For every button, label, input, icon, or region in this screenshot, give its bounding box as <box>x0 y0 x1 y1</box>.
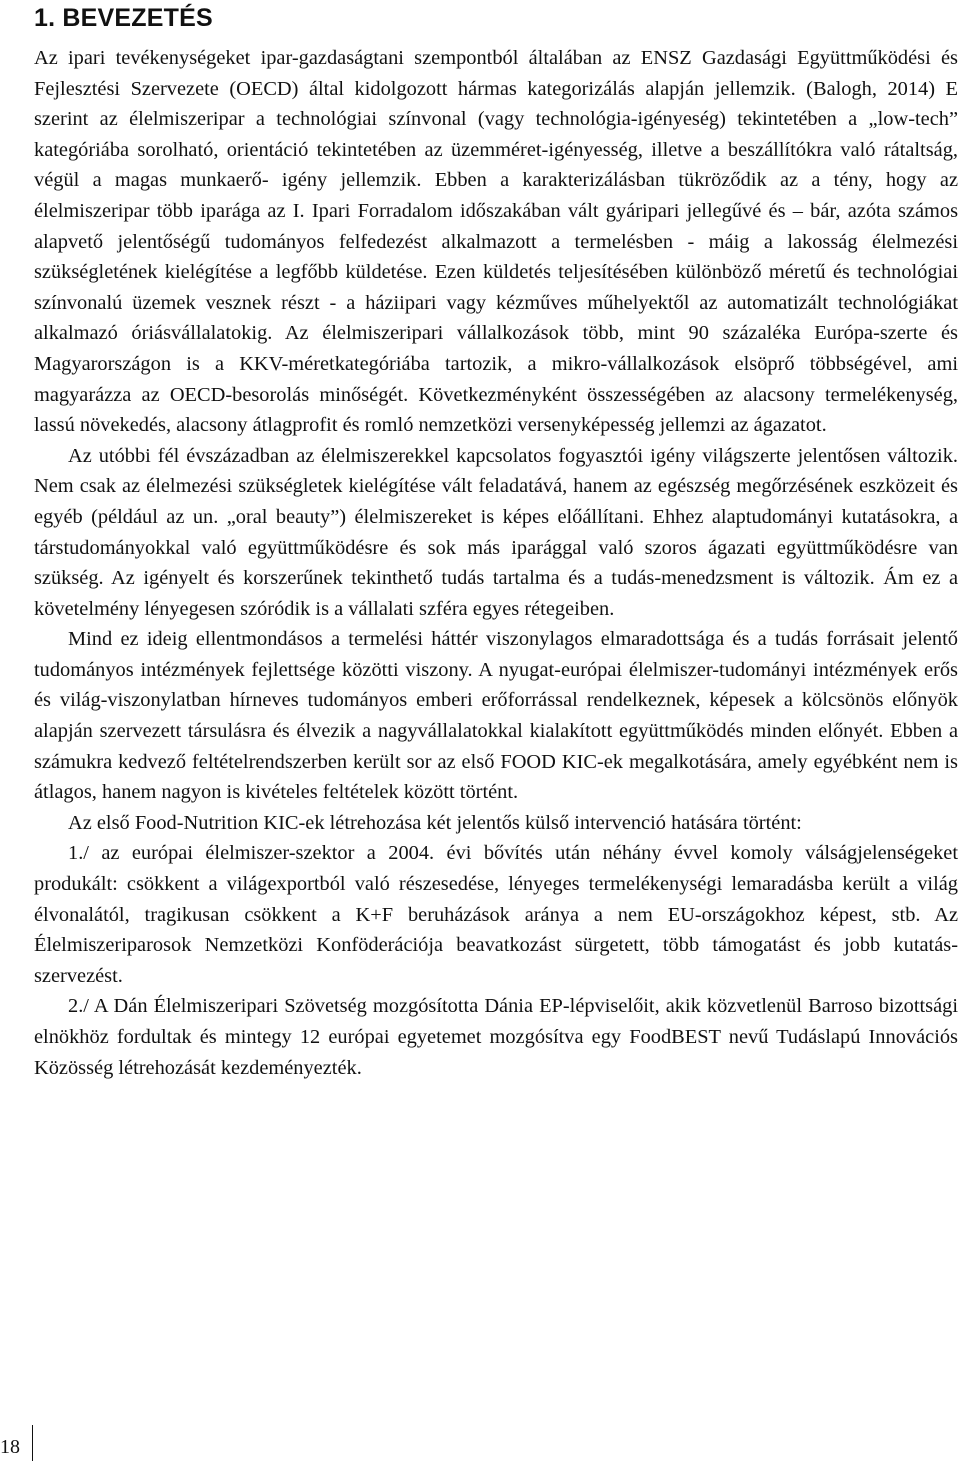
paragraph-consumer-demand: Az utóbbi fél évszázadban az élelmiszerekkel kapcsolatos fogyasztói igény világszerte jelentősen változik. Nem csak az élelmezési szükségletek kielégítése vált feladatává, hanem az egészség megőrzésének eszközeit és egyéb (például az un. „oral beauty”) élelmiszereket is képes előállítani. Ehhez alaptudományi kutatásokra, a társtudományokkal való együttműködésre és sok más iparággal való szoros ágazati együttműködésre van szükség. Az igényelt és korszerűnek tekinthető tudás tartalma és a tudás-menedzsment is változik. Ám ez a követelmény lényegesen szóródik is a vállalati szféra egyes rétegeiben. <box>34 444 958 620</box>
paragraph-intervention-2: 2./ A Dán Élelmiszeripari Szövetség mozgósította Dánia EP-lépviselőit, akik közvetlenül Barroso bizottsági elnökhöz fordultak és mintegy 12 európai egyetemet mozgósítva egy FoodBEST nevű Tudáslapú Innovációs Közösség létrehozását kezdeményezték. <box>34 995 958 1079</box>
paragraph-intro: Az ipari tevékenységeket ipar-gazdaságtani szempontból általában az ENSZ Gazdasági Együttműködési és Fejlesztési Szervezete (OECD) által kidolgozott hármas kategorizálás alapján jellemzik. (Balogh, 2014) E szerint az élelmiszeripar a technológiai színvonal (vagy technológia-igényeség) tekintetében a „low-tech” kategóriába sorolható, orientáció tekintetében az üzemméret-igényesség, illetve a beszállítókra való rátaltság, végül a magas munkaerő- igény jellemzik. Ebben a karakterizálásban tükröződik az a tény, hogy az élelmiszeripar több iparága az I. Ipari Forradalom időszakában vált gyáripari jellegűvé és – bár, azóta számos alapvető jelentőségű tudományos felfedezést alkalmazott a termelésben - máig a lakosság élelmezési szükségletének kielégítése a legfőbb küldetése. Ezen küldetés teljesítésében különböző méretű és technológiai színvonalú üzemek vesznek részt - a háziipari vagy kézműves műhelyektől az automatizált technológiákat alkalmazó óriásvállalatokig. Az élelmiszeripari vállalkozások több, mint 90 százaléka Európa-szerte és Magyarországon is a KKV-méretkategóriába tartozik, a mikro-vállalkozások elsöprő többségével, ami magyarázza az OECD-besorolás minőségét. Következményként összességében az alacsony termelékenység, lassú növekedés, alacsony átlagprofit és romló nemzetközi versenyképesség jellemzi az ágazatot. <box>34 47 958 437</box>
paragraph-intervention-1: 1./ az európai élelmiszer-szektor a 2004. évi bővítés után néhány évvel komoly válságjelenségeket produkált: csökkent a világexportból való részesedése, lényeges termelékenységi lemaradásba került a világ élvonalától, tragikusan csökkent a K+F beruházások aránya a nem EU-országokhoz képest, stb. Az Élelmiszeriparosok Nemzetközi Konföderációja beavatkozást sürgetett, több támogatást és jobb kutatás-szervezést. <box>34 842 958 987</box>
paragraph-research-gap: Mind ez ideig ellentmondásos a termelési háttér viszonylagos elmaradottsága és a tudás forrásait jelentő tudományos intézmények fejlettsége közötti viszony. A nyugat-európai élelmiszer-tudományi intézmények erős és világ-viszonylatban hírneves tudományos emberi erőforrással rendelkeznek, képesek a kölcsönös előnyök alapján szervezett társulásra és élvezik a nagyvállalatokkal kialakított együttműködés minden előnyét. Ebben a számukra kedvező feltételrendszerben került sor az első FOOD KIC-ek megalkotására, amely egyébként nem is átlagos, hanem nagyon is kivételes feltételek között történt. <box>34 628 958 804</box>
page-footer <box>0 1425 50 1461</box>
section-heading: 1. BEVEZETÉS <box>34 4 213 32</box>
body-text <box>34 43 958 1083</box>
paragraph-kic-intro: Az első Food-Nutrition KIC-ek létrehozása két jelentős külső intervenció hatására történt: <box>68 811 802 834</box>
footer-divider <box>32 1425 33 1461</box>
page-number: 18 <box>0 1436 20 1458</box>
